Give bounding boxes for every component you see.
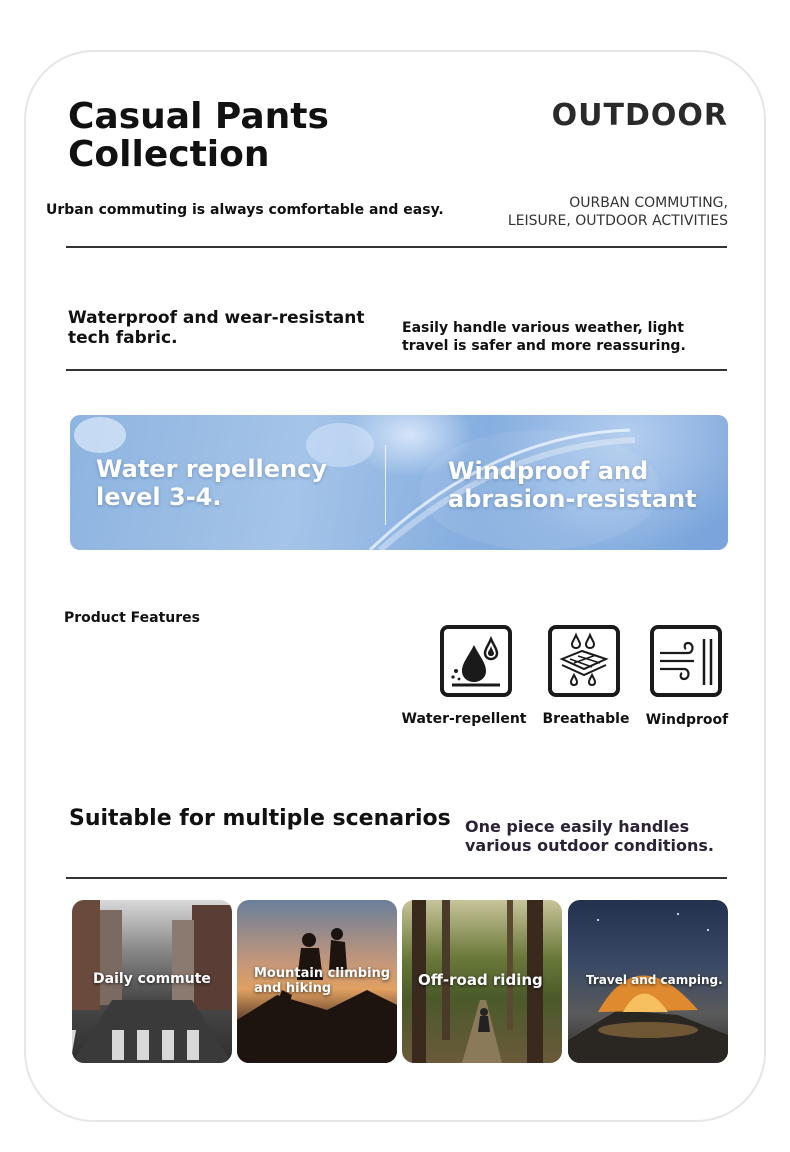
activities-line-2: LEISURE, OUTDOOR ACTIVITIES: [507, 213, 728, 229]
activities-text: [508, 194, 728, 230]
page-title: Casual Pants Collection: [68, 96, 329, 175]
windproof-label: Windproof: [645, 712, 729, 728]
scenario-tile-off-road-riding: [402, 900, 562, 1063]
banner-divider: [385, 445, 386, 525]
divider: [66, 246, 727, 248]
scenario-tile-travel-camping: [568, 900, 728, 1063]
tile-label: Travel and camping.: [586, 973, 723, 987]
scenarios-title: Suitable for multiple scenarios: [69, 806, 451, 831]
tile-label: Daily commute: [93, 971, 211, 987]
water-drops-icon: [440, 625, 512, 697]
breathable-label: Breathable: [542, 711, 630, 727]
breathable-fabric-icon: [548, 625, 620, 697]
water-repellency-text: Water repellency level 3-4.: [96, 455, 328, 511]
divider: [66, 369, 727, 371]
divider: [66, 877, 727, 879]
brand-label: OUTDOOR: [551, 98, 728, 133]
tile-label: Off-road riding: [418, 971, 543, 989]
windproof-text: Windproof and abrasion-resistant: [448, 457, 697, 513]
weather-feature-text: Easily handle various weather, light travel is safer and more reassuring.: [402, 320, 686, 354]
tile-label: Mountain climbing and hiking: [254, 966, 391, 996]
scenarios-description: One piece easily handles various outdoor conditions.: [465, 817, 714, 855]
scenario-tile-mountain-climbing: [237, 900, 397, 1063]
water-repellent-label: Water-repellent: [401, 711, 527, 727]
fabric-feature-text: Waterproof and wear-resistant tech fabric.: [68, 308, 365, 348]
fabric-banner: [70, 415, 728, 550]
product-features-title: Product Features: [64, 610, 200, 626]
scenario-tile-daily-commute: [72, 900, 232, 1063]
activities-line-1: OURBAN COMMUTING,: [569, 195, 728, 211]
tagline: Urban commuting is always comfortable and easy.: [46, 202, 444, 218]
wind-icon: [650, 625, 722, 697]
